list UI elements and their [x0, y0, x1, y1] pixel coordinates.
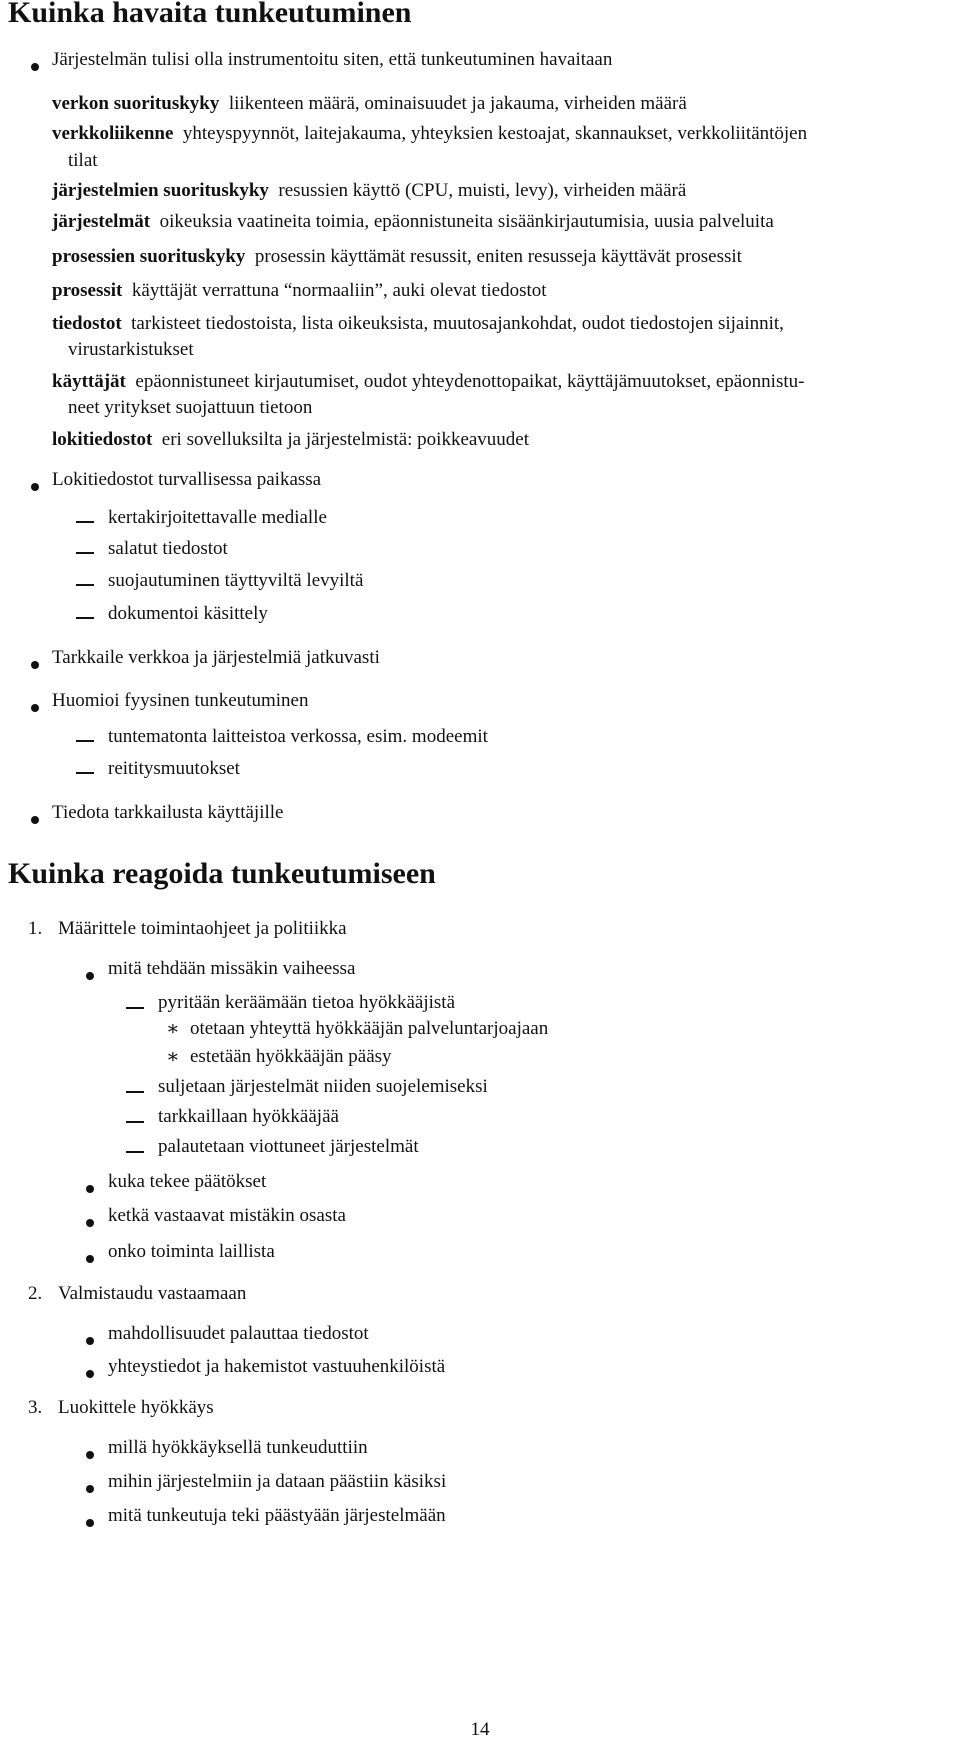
bullet-dot-icon: [31, 805, 39, 837]
description-text: yhteyspyynnöt, laitejakauma, yhteyksien kestoajat, skannaukset, verkkoliitäntöjen: [182, 123, 808, 144]
description-continuation: virustarkistukset: [68, 339, 194, 360]
list-item: Valmistaudu vastaamaan: [58, 1283, 247, 1304]
list-item: suojautuminen täyttyviltä levyiltä: [108, 570, 364, 591]
dash-icon: [126, 1076, 144, 1108]
list-item: Määrittele toimintaohjeet ja politiikka: [58, 918, 347, 939]
list-item: pyritään keräämään tietoa hyökkääjistä: [158, 992, 456, 1013]
bullet-dot-icon: [86, 961, 94, 993]
description-term: verkkoliikenne: [52, 123, 174, 144]
list-item: otetaan yhteyttä hyökkääjän palveluntarjoajaan: [190, 1018, 549, 1039]
bullet-dot-icon: [86, 1474, 94, 1506]
bullet-dot-icon: [86, 1440, 94, 1472]
section-title: Kuinka reagoida tunkeutumiseen: [8, 857, 436, 890]
list-item: kertakirjoitettavalle medialle: [108, 507, 327, 528]
description-text: epäonnistuneet kirjautumiset, oudot yhteydenottopaikat, käyttäjämuutokset, epäonnistu-: [135, 371, 805, 392]
asterisk-icon: ∗: [166, 1046, 180, 1068]
description-term: järjestelmät: [52, 211, 151, 232]
bullet-dot-icon: [86, 1244, 94, 1276]
dash-icon: [76, 506, 94, 538]
dash-icon: [76, 757, 94, 789]
bullet-dot-icon: [86, 1174, 94, 1206]
list-item: dokumentoi käsittely: [108, 603, 268, 624]
list-item: yhteystiedot ja hakemistot vastuuhenkilöistä: [108, 1356, 446, 1377]
description-text: käyttäjät verrattuna “normaaliin”, auki olevat tiedostot: [131, 280, 547, 301]
description-term: lokitiedostot: [52, 429, 153, 450]
bullet-text: Huomioi fyysinen tunkeutuminen: [52, 690, 309, 711]
dash-icon: [126, 1136, 144, 1168]
dash-icon: [76, 569, 94, 601]
dash-icon: [76, 602, 94, 634]
description-continuation: neet yritykset suojattuun tietoon: [68, 397, 313, 418]
bullet-dot-icon: [31, 650, 39, 682]
description-item: [52, 88, 687, 120]
description-item: [52, 118, 807, 150]
description-term: käyttäjät: [52, 371, 126, 392]
dash-icon: [126, 1106, 144, 1138]
description-text: tarkisteet tiedostoista, lista oikeuksista, muutosajankohdat, oudot tiedostojen sijainnit,: [131, 313, 784, 334]
page-number: 14: [470, 1719, 490, 1740]
description-text: prosessin käyttämät resussit, eniten resusseja käyttävät prosessit: [254, 246, 742, 267]
list-number: 3.: [28, 1397, 43, 1418]
dash-icon: [126, 992, 144, 1024]
bullet-dot-icon: [86, 1508, 94, 1540]
list-number: 2.: [28, 1283, 43, 1304]
bullet-text: Tarkkaile verkkoa ja järjestelmiä jatkuvasti: [52, 647, 380, 668]
description-continuation: tilat: [68, 150, 98, 171]
bullet-dot-icon: [86, 1208, 94, 1240]
list-item: kuka tekee päätökset: [108, 1171, 267, 1192]
bullet-dot-icon: [31, 693, 39, 725]
list-item: mitä tehdään missäkin vaiheessa: [108, 958, 356, 979]
bullet-dot-icon: [86, 1359, 94, 1391]
list-item: ketkä vastaavat mistäkin osasta: [108, 1205, 346, 1226]
bullet-text: Järjestelmän tulisi olla instrumentoitu siten, että tunkeutuminen havaitaan: [52, 49, 613, 70]
description-term: järjestelmien suorituskyky: [52, 180, 269, 201]
asterisk-icon: ∗: [166, 1018, 180, 1040]
dash-icon: [76, 725, 94, 757]
list-item: salatut tiedostot: [108, 538, 228, 559]
description-item: [52, 175, 686, 207]
description-term: prosessit: [52, 280, 123, 301]
description-item: [52, 241, 742, 273]
bullet-text: Tiedota tarkkailusta käyttäjille: [52, 802, 284, 823]
list-item: estetään hyökkääjän pääsy: [190, 1046, 392, 1067]
list-item: mihin järjestelmiin ja dataan päästiin käsiksi: [108, 1471, 447, 1492]
list-item: palautetaan viottuneet järjestelmät: [158, 1136, 419, 1157]
dash-icon: [76, 537, 94, 569]
list-number: 1.: [28, 918, 43, 939]
list-item: suljetaan järjestelmät niiden suojelemiseksi: [158, 1076, 488, 1097]
list-item: mahdollisuudet palauttaa tiedostot: [108, 1323, 369, 1344]
list-item: reititysmuutokset: [108, 758, 240, 779]
list-item: Luokittele hyökkäys: [58, 1397, 214, 1418]
list-item: onko toiminta laillista: [108, 1241, 275, 1262]
description-text: eri sovelluksilta ja järjestelmistä: poikkeavuudet: [161, 429, 530, 450]
description-text: oikeuksia vaatineita toimia, epäonnistuneita sisäänkirjautumisia, uusia palveluita: [159, 211, 774, 232]
description-item: [52, 275, 547, 307]
bullet-text: Lokitiedostot turvallisessa paikassa: [52, 469, 322, 490]
description-term: verkon suorituskyky: [52, 93, 220, 114]
description-item: [52, 206, 774, 238]
description-text: resussien käyttö (CPU, muisti, levy), virheiden määrä: [278, 180, 687, 201]
description-term: prosessien suorituskyky: [52, 246, 246, 267]
description-term: tiedostot: [52, 313, 122, 334]
bullet-dot-icon: [31, 472, 39, 504]
list-item: mitä tunkeutuja teki päästyään järjestelmään: [108, 1505, 446, 1526]
bullet-dot-icon: [31, 52, 39, 84]
list-item: millä hyökkäyksellä tunkeuduttiin: [108, 1437, 368, 1458]
description-item: [52, 424, 529, 456]
section-title: Kuinka havaita tunkeutuminen: [8, 0, 412, 29]
list-item: tarkkaillaan hyökkääjää: [158, 1106, 339, 1127]
description-text: liikenteen määrä, ominaisuudet ja jakauma, virheiden määrä: [228, 93, 687, 114]
list-item: tuntematonta laitteistoa verkossa, esim. modeemit: [108, 726, 488, 747]
bullet-dot-icon: [86, 1326, 94, 1358]
